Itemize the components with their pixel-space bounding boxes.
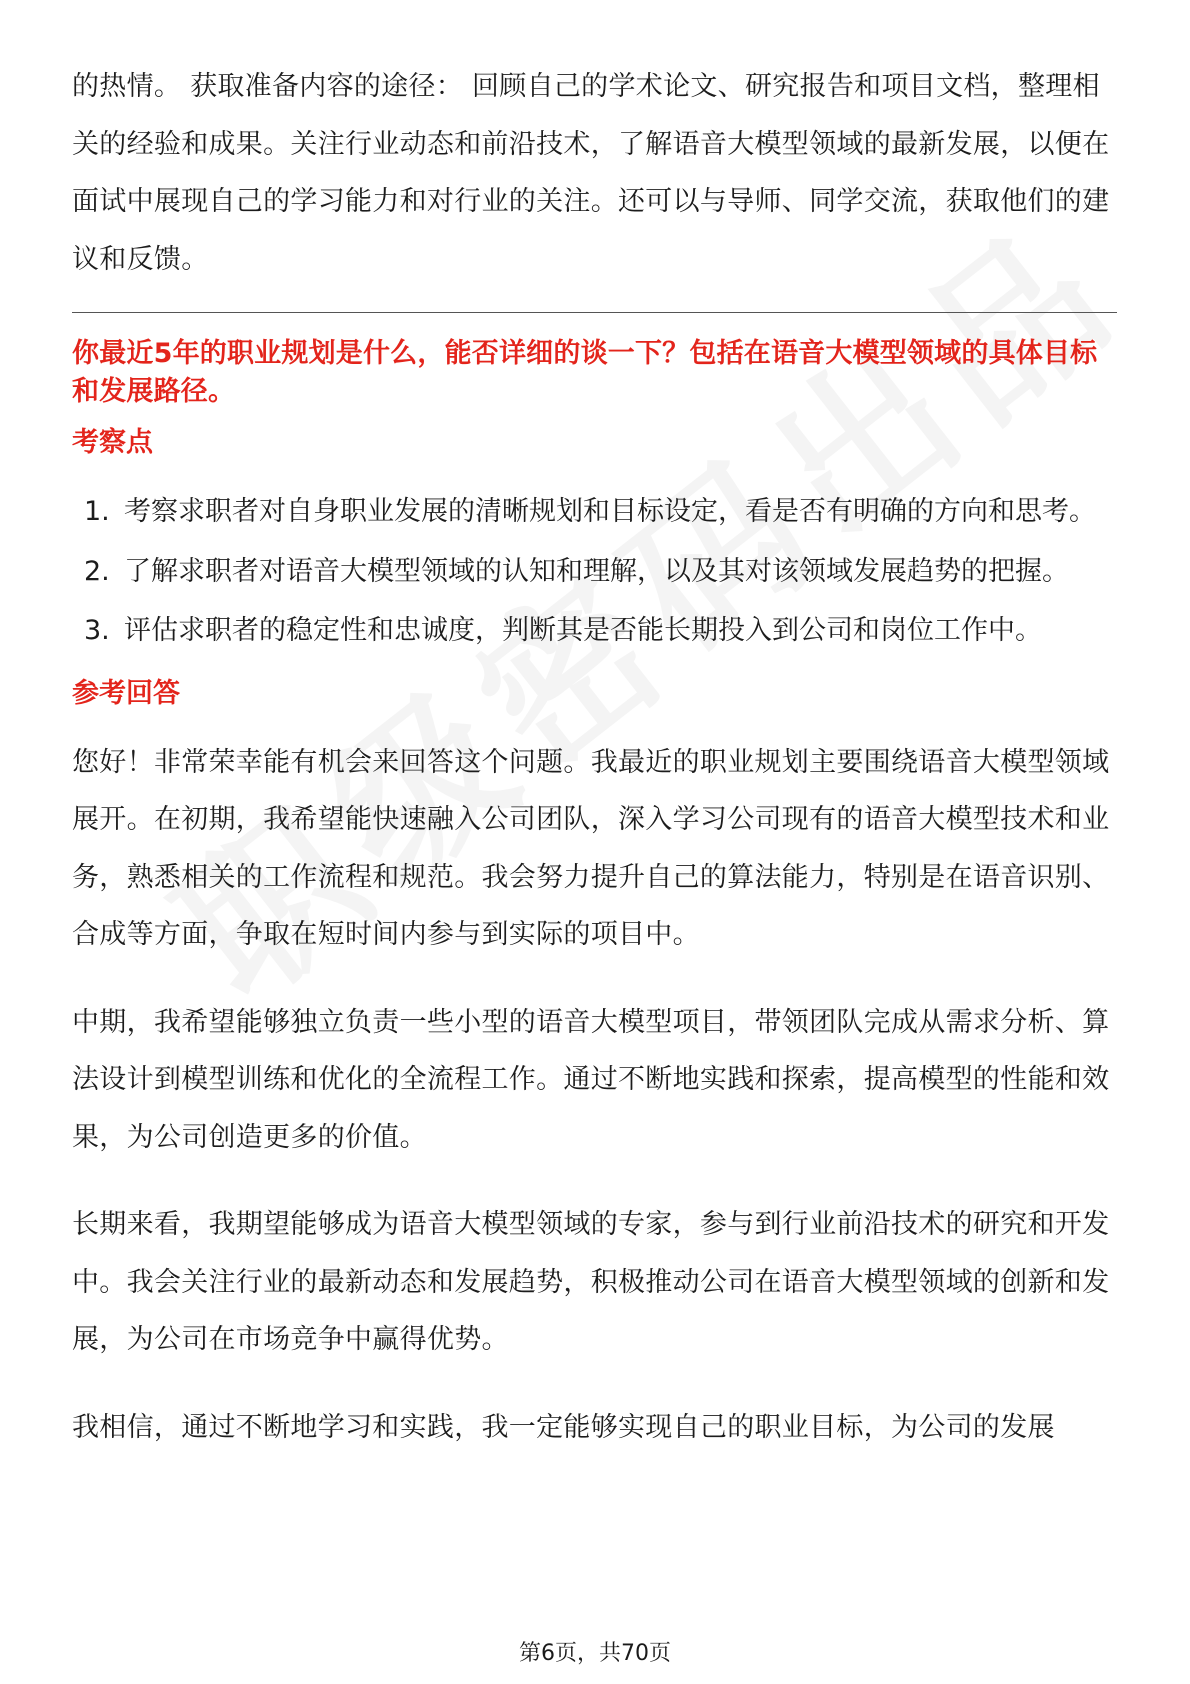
list-number: 3. xyxy=(84,615,110,646)
answer-paragraph: 长期来看，我期望能够成为语音大模型领域的专家，参与到行业前沿技术的研究和开发中。我会关注行业的最新动态和发展趋势，积极推动公司在语音大模型领域的创新和发展，为公司在市场竞争中赢得优势。 xyxy=(72,1209,1110,1355)
points-title: 考察点 xyxy=(72,427,153,458)
list-number: 2. xyxy=(84,555,110,587)
list-text: 了解求职者对语音大模型领域的认知和理解，以及其对该领域发展趋势的把握。 xyxy=(124,555,1069,587)
list-item xyxy=(72,602,1117,660)
answer-paragraph: 中期，我希望能够独立负责一些小型的语音大模型项目，带领团队完成从需求分析、算法设计到模型训练和优化的全流程工作。通过不断地实践和探索，提高模型的性能和效果，为公司创造更多的价值。 xyxy=(72,1006,1110,1153)
question-heading: 你最近5年的职业规划是什么，能否详细的谈一下？包括在语音大模型领域的具体目标和发展路径。 xyxy=(72,338,1098,407)
list-item xyxy=(72,483,1117,541)
list-text: 考察求职者对自身职业发展的清晰规划和目标设定，看是否有明确的方向和思考。 xyxy=(124,496,1096,527)
list-number: 1. xyxy=(84,496,110,527)
page-content xyxy=(72,58,1117,1456)
section-divider xyxy=(72,312,1117,313)
intro-paragraph: 的热情。 获取准备内容的途径： 回顾自己的学术论文、研究报告和项目文档，整理相关的经验和成果。关注行业动态和前沿技术，了解语音大模型领域的最新发展，以便在面试中展现自己的学习能力和对行业的关注。还可以与导师、同学交流，获取他们的建议和反馈。 xyxy=(72,71,1110,275)
answer-paragraph: 我相信，通过不断地学习和实践，我一定能够实现自己的职业目标，为公司的发展 xyxy=(72,1411,1055,1443)
points-list xyxy=(72,483,1117,660)
list-item xyxy=(72,543,1117,601)
answer-paragraph: 您好！非常荣幸能有机会来回答这个问题。我最近的职业规划主要围绕语音大模型领域展开。在初期，我希望能快速融入公司团队，深入学习公司现有的语音大模型技术和业务，熟悉相关的工作流程和规范。我会努力提升自己的算法能力，特别是在语音识别、合成等方面，争取在短时间内参与到实际的项目中。 xyxy=(72,746,1110,950)
page-footer: 第6页，共70页 xyxy=(519,1641,671,1666)
answer-title: 参考回答 xyxy=(72,677,180,709)
list-text: 评估求职者的稳定性和忠诚度，判断其是否能长期投入到公司和岗位工作中。 xyxy=(124,615,1042,646)
